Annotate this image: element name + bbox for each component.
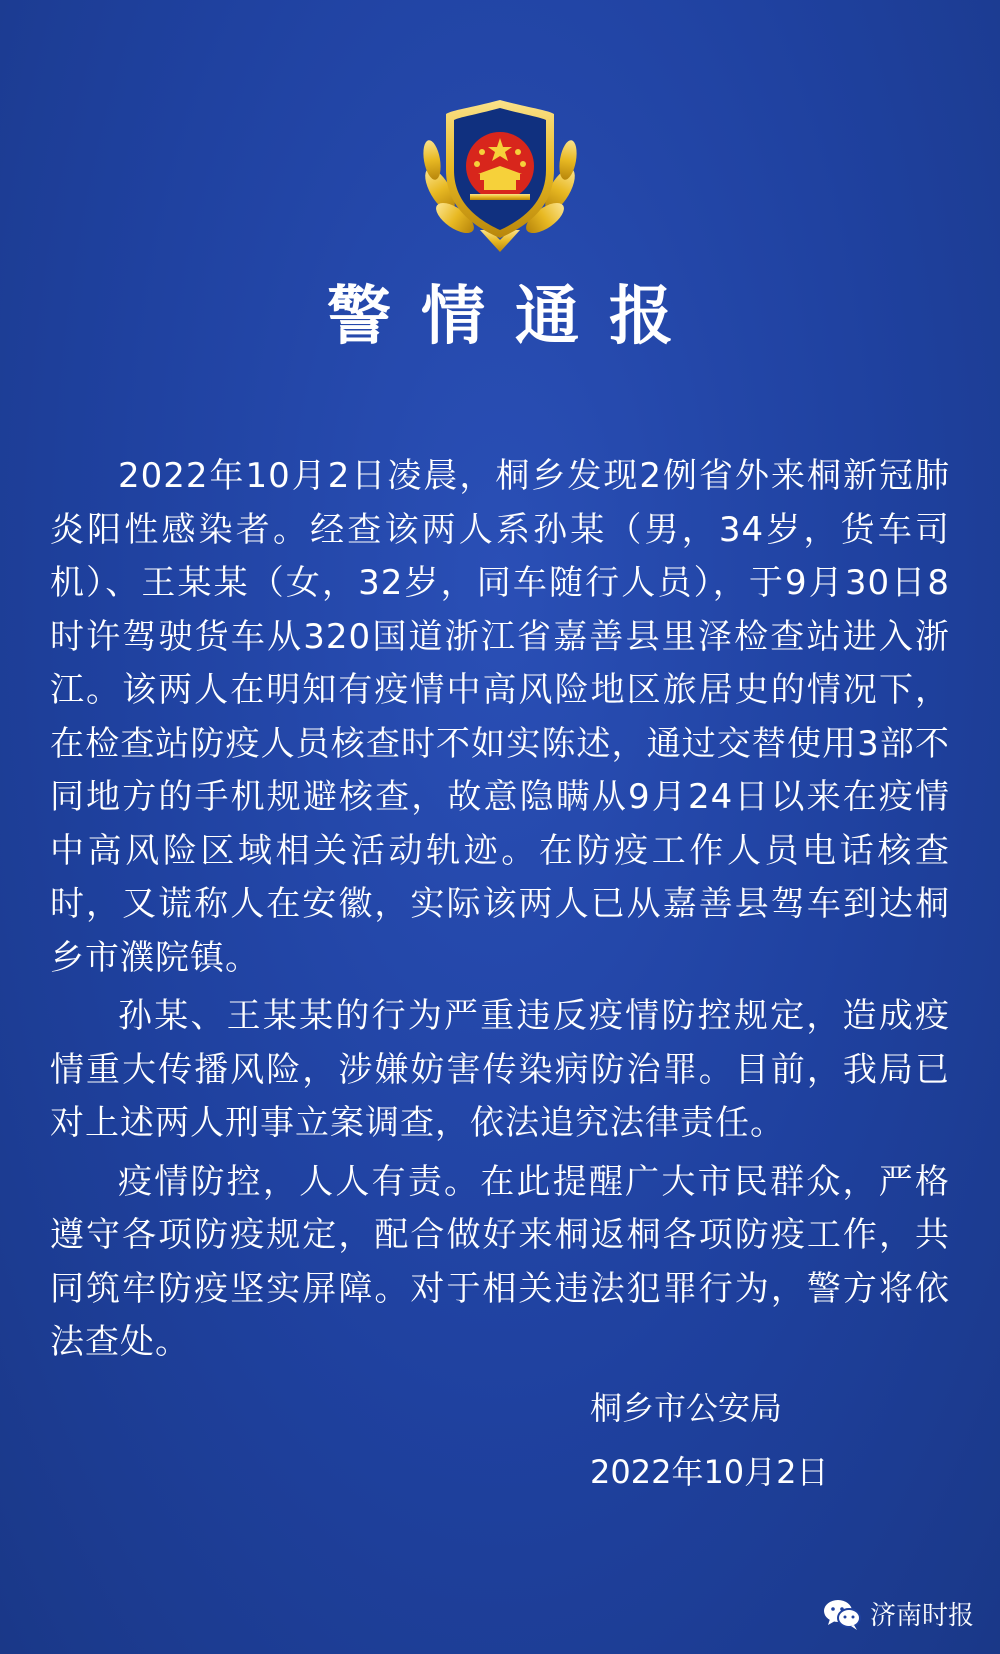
source-watermark bbox=[822, 1595, 974, 1632]
paragraph-2: 孙某、王某某的行为严重违反疫情防控规定，造成疫情重大传播风险，涉嫌妨害传染病防治罪。目前，我局已对上述两人刑事立案调查，依法追究法律责任。 bbox=[50, 996, 950, 1143]
watermark-label: 济南时报 bbox=[869, 1601, 974, 1631]
signature-block bbox=[590, 1380, 829, 1500]
signature-organization: 桐乡市公安局 bbox=[590, 1389, 783, 1427]
paragraph-1: 2022年10月2日凌晨，桐乡发现2例省外来桐新冠肺炎阳性感染者。经查该两人系孙某（男，34岁，货车司机）、王某某（女，32岁，同车随行人员），于9月30日8时许驾驶货车从320国道浙江省嘉善县里泽检查站进入浙江。该两人在明知有疫情中高风险地区旅居史的情况下，在检查站防疫人员核查时不如实陈述，通过交替使用3部不同地方的手机规避核查，故意隐瞒从9月24日以来在疫情中高风险区域相关活动轨迹。在防疫工作人员电话核查时，又谎称人在安徽，实际该两人已从嘉善县驾车到达桐乡市濮院镇。 bbox=[50, 456, 950, 978]
page-title: 警情通报 bbox=[327, 279, 703, 354]
wechat-icon bbox=[822, 1597, 862, 1631]
notice-body bbox=[50, 450, 950, 1370]
paragraph-3: 疫情防控，人人有责。在此提醒广大市民群众，严格遵守各项防疫规定，配合做好来桐返桐各项防疫工作，共同筑牢防疫坚实屏障。对于相关违法犯罪行为，警方将依法查处。 bbox=[50, 1161, 950, 1362]
police-emblem-icon bbox=[410, 80, 590, 260]
signature-date: 2022年10月2日 bbox=[590, 1453, 829, 1491]
